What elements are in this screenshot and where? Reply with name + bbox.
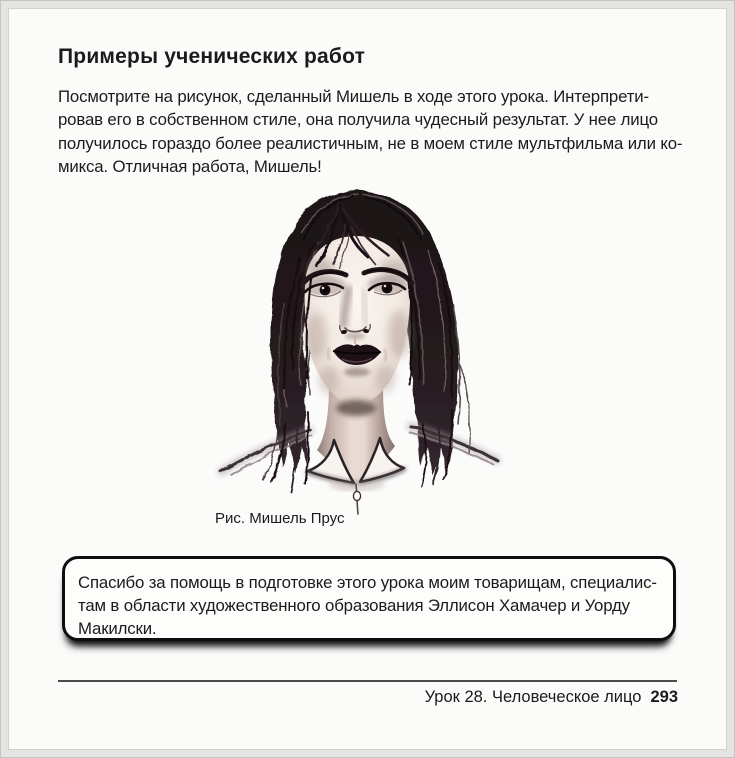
note-line: Спасибо за помощь в подготовке этого урока моим товарищам, специалис-: [78, 573, 657, 592]
section-heading: Примеры ученических работ: [58, 45, 366, 68]
paragraph-line: ровав его в собственном стиле, она получила чудесный результат. У нее лицо: [58, 110, 658, 130]
button: [353, 491, 360, 500]
note-line: там в области художественного образования Эллисон Хамачер и Уорду: [78, 596, 630, 615]
intro-paragraph: [58, 85, 683, 178]
page-number: 293: [650, 688, 678, 706]
paragraph-line: получилось гораздо более реалистичным, не в моем стиле мультфильма или ко-: [58, 133, 683, 153]
figure-caption: Рис. Мишель Прус: [215, 510, 345, 527]
acknowledgment-box: [62, 556, 676, 641]
chin-shadow: [336, 400, 376, 416]
footer-chapter: Урок 28. Человеческое лицо: [424, 688, 642, 706]
portrait-sketch: [213, 184, 505, 516]
footer-rule: [58, 680, 677, 682]
page-footer: [425, 688, 678, 707]
note-line: Макилски.: [78, 619, 157, 638]
paragraph-line: Посмотрите на рисунок, сделанный Мишель в ходе этого урока. Интерпрети-: [58, 87, 649, 106]
paragraph-line: микса. Отличная работа, Мишель!: [58, 156, 322, 176]
